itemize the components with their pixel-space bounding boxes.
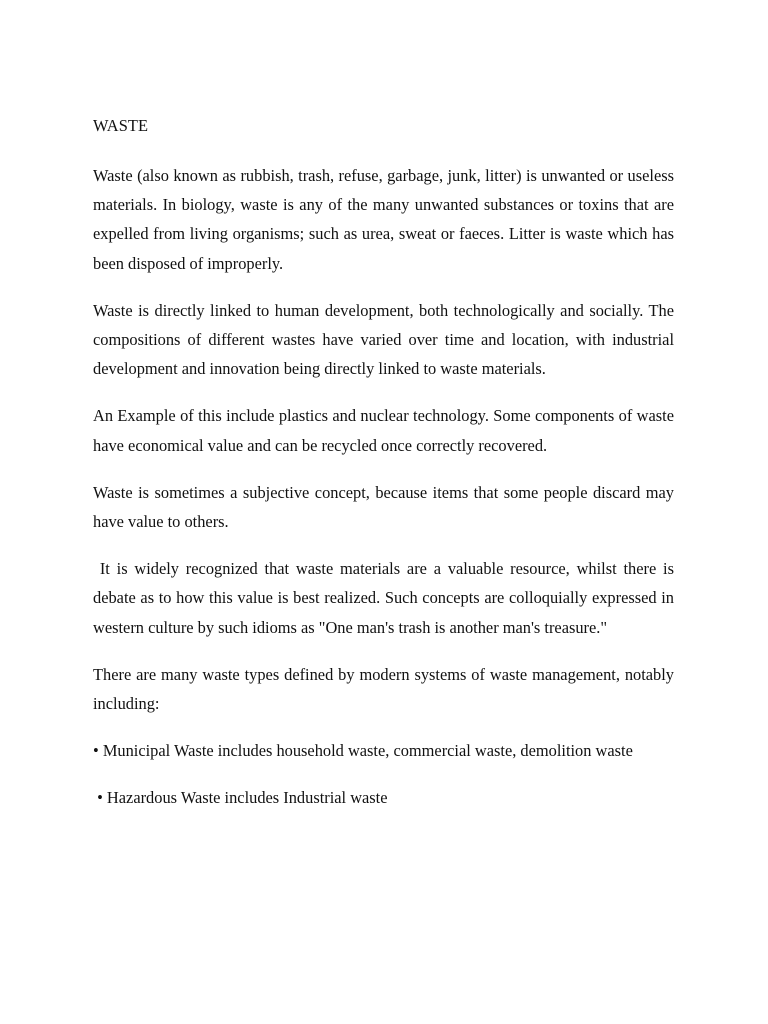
paragraph-resource: It is widely recognized that waste materials are a valuable resource, whilst there is debate as to how this value is best realized. Such concepts are colloquially expressed in western culture by such idioms as "One man's trash is another man's treasure."	[93, 559, 674, 637]
list-item-hazardous-waste: • Hazardous Waste includes Industrial waste	[93, 788, 388, 808]
paragraph-definition: Waste (also known as rubbish, trash, refuse, garbage, junk, litter) is unwanted or useless materials. In biology, waste is any of the many unwanted substances or toxins that are expelled from living organisms; such as urea, sweat or faeces. Litter is waste which has been disposed of improperly.	[93, 166, 674, 273]
paragraph-subjective: Waste is sometimes a subjective concept, because items that some people discard may have value to others.	[93, 482, 674, 532]
paragraph-types-intro: There are many waste types defined by modern systems of waste management, notably including:	[93, 664, 674, 714]
paragraph-development: Waste is directly linked to human development, both technologically and socially. The compositions of different wastes have varied over time and location, with industrial development and innovation being directly linked to waste materials.	[93, 300, 674, 379]
document-title: WASTE	[93, 116, 149, 135]
paragraph-example: An Example of this include plastics and nuclear technology. Some components of waste have economical value and can be recycled once correctly recovered.	[93, 406, 674, 455]
list-item-municipal-waste: • Municipal Waste includes household waste, commercial waste, demolition waste	[93, 741, 633, 761]
